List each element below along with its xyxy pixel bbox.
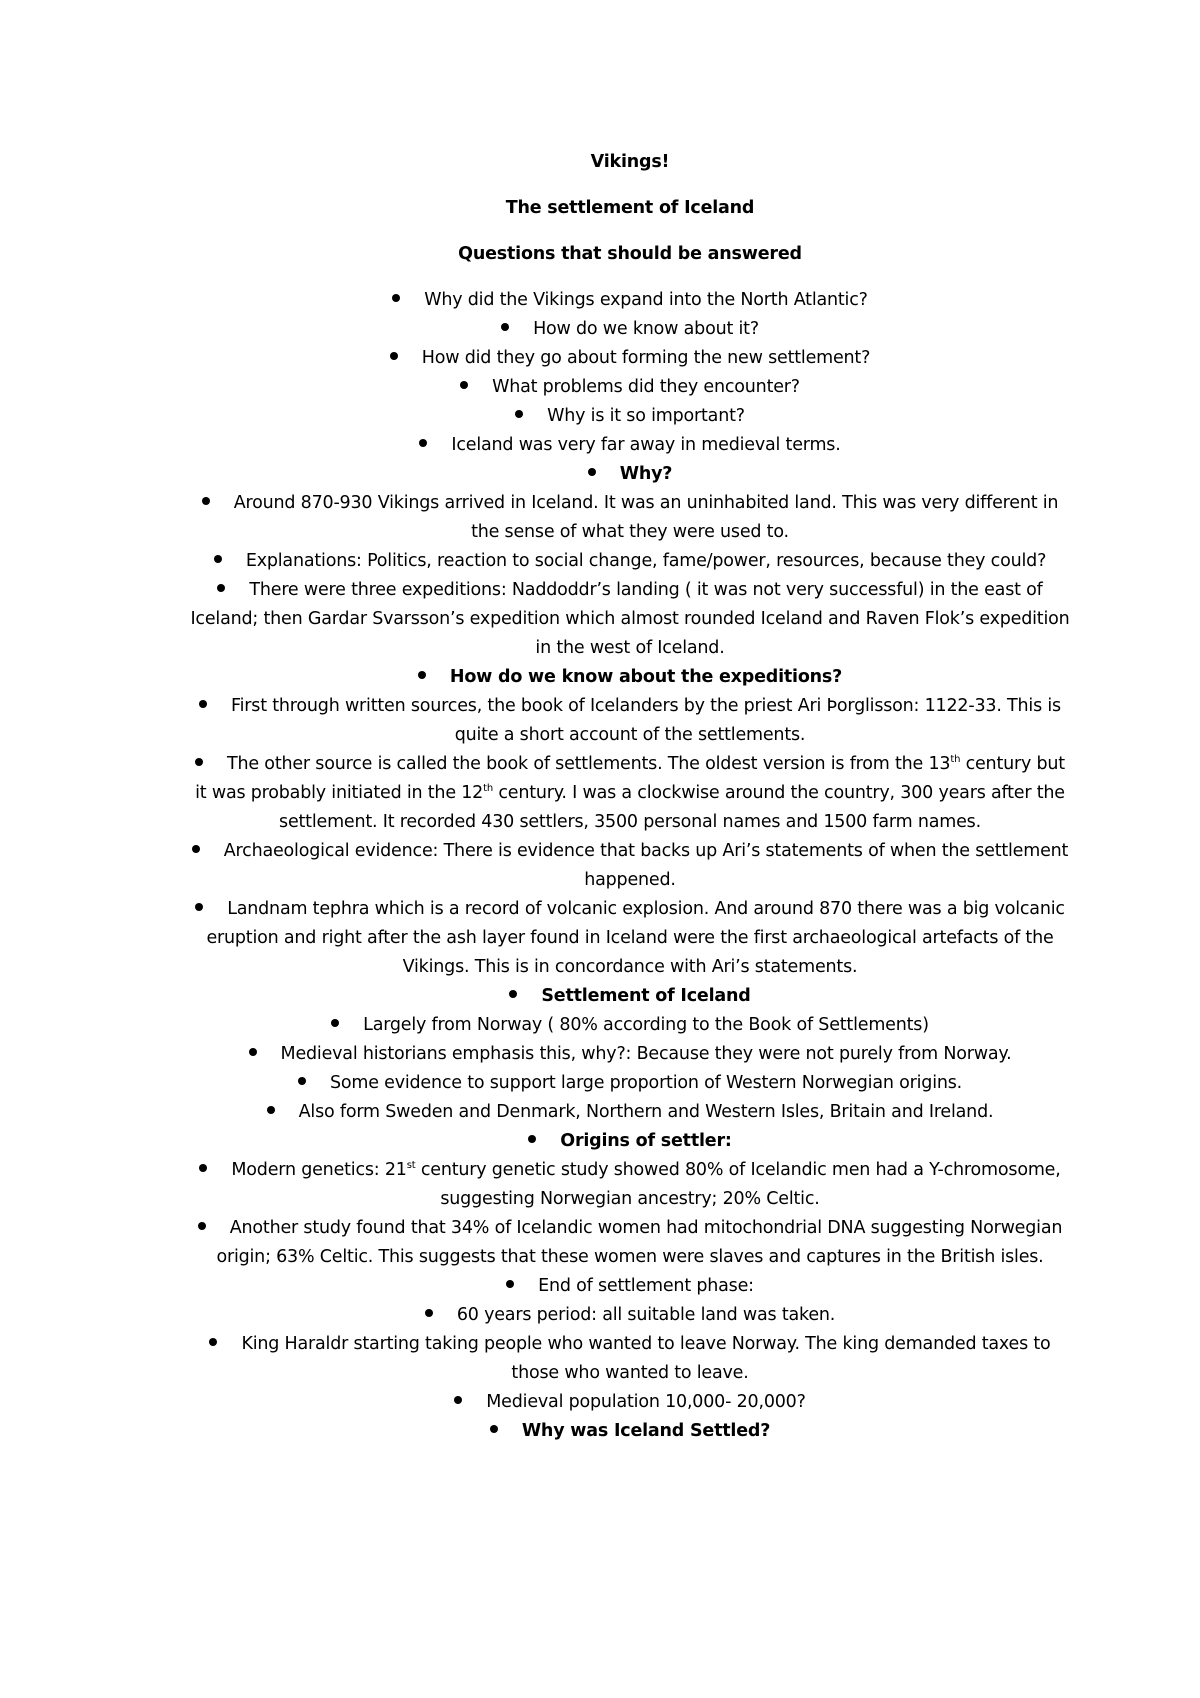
- list-item-text: First through written sources, the book of Icelanders by the priest Ari Þorglisson: 1122-33. This is quite a short account of the settlements.: [231, 696, 1061, 745]
- list-item: [190, 1214, 1070, 1272]
- bullet-list: [190, 286, 1070, 1446]
- bullet-icon: [217, 584, 225, 592]
- bullet-icon: [249, 1048, 257, 1056]
- list-item: [190, 1301, 1070, 1330]
- list-item-text: Iceland was very far away in medieval terms.: [451, 435, 841, 455]
- bullet-icon: [454, 1396, 462, 1404]
- list-item-text: Why did the Vikings expand into the North Atlantic?: [424, 290, 868, 310]
- list-item: [190, 344, 1070, 373]
- bullet-icon: [501, 323, 509, 331]
- bullet-icon: [195, 758, 203, 766]
- list-item: [190, 431, 1070, 460]
- bullet-icon: [460, 381, 468, 389]
- list-item-text: Around 870-930 Vikings arrived in Iceland. It was an uninhabited land. This was very different in the sense of what they were used to.: [233, 493, 1059, 542]
- list-item: [190, 1156, 1070, 1214]
- list-item: [190, 402, 1070, 431]
- bullet-icon: [528, 1135, 536, 1143]
- list-item: [190, 1127, 1070, 1156]
- list-item-text: Medieval historians emphasis this, why?: Because they were not purely from Norway.: [280, 1044, 1012, 1064]
- bullet-icon: [198, 1222, 206, 1230]
- bullet-icon: [202, 497, 210, 505]
- superscript: st: [406, 1160, 416, 1172]
- list-item: [190, 373, 1070, 402]
- list-item-text: How do we know about it?: [533, 319, 759, 339]
- list-item: [190, 1069, 1070, 1098]
- list-item: [190, 1417, 1070, 1446]
- list-item-text: Another study found that 34% of Icelandic women had mitochondrial DNA suggesting Norwegian origin; 63% Celtic. This suggests that these women were slaves and captures in the British isles.: [216, 1218, 1063, 1267]
- list-item: [190, 692, 1070, 750]
- list-item-text: Largely from Norway ( 80% according to the Book of Settlements): [363, 1015, 929, 1035]
- list-item-text: Why is it so important?: [547, 406, 745, 426]
- list-item-heading: Why was Iceland Settled?: [521, 1421, 771, 1441]
- section-heading: Questions that should be answered: [458, 244, 802, 264]
- bullet-icon: [199, 700, 207, 708]
- bullet-icon: [509, 990, 517, 998]
- superscript: th: [483, 783, 493, 795]
- list-item-text: How did they go about forming the new settlement?: [421, 348, 871, 368]
- bullet-icon: [199, 1164, 207, 1172]
- list-item-text: Landnam tephra which is a record of volcanic explosion. And around 870 there was a big volcanic eruption and right after the ash layer found in Iceland were the first archaeological artefacts of the Vikings. This is in concordance with Ari’s statements.: [206, 899, 1065, 977]
- list-item: [190, 982, 1070, 1011]
- list-item: [190, 547, 1070, 576]
- list-item: [190, 1011, 1070, 1040]
- list-item: [190, 286, 1070, 315]
- bullet-icon: [195, 903, 203, 911]
- list-item: [190, 489, 1070, 547]
- list-item-text: End of settlement phase:: [538, 1276, 754, 1296]
- bullet-icon: [267, 1106, 275, 1114]
- bullet-icon: [506, 1280, 514, 1288]
- list-item-text: 60 years period: all suitable land was taken.: [456, 1305, 836, 1325]
- list-item-heading: Settlement of Iceland: [541, 986, 751, 1006]
- bullet-icon: [390, 352, 398, 360]
- list-item-text: There were three expeditions: Naddoddr’s landing ( it was not very successful) in the east of Iceland; then Gardar Svarsson’s expedition which almost rounded Iceland and Raven Flok’s expedition in the west of Iceland.: [190, 580, 1070, 658]
- list-item: [190, 460, 1070, 489]
- list-item-text: Explanations: Politics, reaction to social change, fame/power, resources, because they could?: [245, 551, 1047, 571]
- list-item-text: Archaeological evidence: There is evidence that backs up Ari’s statements of when the settlement happened.: [223, 841, 1069, 890]
- text-run: century genetic study showed 80% of Icelandic men had a Y-chromosome, suggesting Norwegian ancestry; 20% Celtic.: [415, 1160, 1061, 1209]
- bullet-icon: [392, 294, 400, 302]
- list-item: [190, 1330, 1070, 1388]
- bullet-icon: [490, 1425, 498, 1433]
- bullet-icon: [214, 555, 222, 563]
- list-item: [190, 315, 1070, 344]
- bullet-icon: [425, 1309, 433, 1317]
- superscript: th: [950, 754, 961, 766]
- list-item-heading: How do we know about the expeditions?: [449, 667, 843, 687]
- document-subtitle: The settlement of Iceland: [505, 198, 755, 218]
- list-item-heading: Why?: [619, 464, 673, 484]
- text-run: The other source is called the book of settlements. The oldest version is from the 13: [227, 754, 951, 774]
- list-item: [190, 895, 1070, 982]
- list-item: [190, 750, 1070, 837]
- list-item-text: Some evidence to support large proportion of Western Norwegian origins.: [329, 1073, 963, 1093]
- list-item: [190, 837, 1070, 895]
- list-item: [190, 1040, 1070, 1069]
- text-run: century. I was a clockwise around the country, 300 years after the settlement. It recorded 430 settlers, 3500 personal names and 1500 farm names.: [279, 783, 1065, 832]
- list-item-text: Medieval population 10,000- 20,000?: [486, 1392, 806, 1412]
- bullet-icon: [209, 1338, 217, 1346]
- text-run: century but it was probably initiated in the 12: [195, 754, 1065, 803]
- list-item-text: King Haraldr starting taking people who wanted to leave Norway. The king demanded taxes to those who wanted to leave.: [241, 1334, 1051, 1383]
- bullet-icon: [331, 1019, 339, 1027]
- bullet-icon: [192, 845, 200, 853]
- bullet-icon: [419, 439, 427, 447]
- list-item: [190, 576, 1070, 663]
- list-item-heading: Origins of settler:: [560, 1131, 732, 1151]
- document-body: [190, 148, 1070, 1446]
- list-item: [190, 1272, 1070, 1301]
- list-item-text: [195, 754, 1065, 832]
- list-item: [190, 663, 1070, 692]
- list-item-text: [231, 1160, 1060, 1209]
- bullet-icon: [515, 410, 523, 418]
- list-item-text: What problems did they encounter?: [492, 377, 800, 397]
- bullet-icon: [298, 1077, 306, 1085]
- text-run: Modern genetics: 21: [231, 1160, 407, 1180]
- list-item: [190, 1388, 1070, 1417]
- bullet-icon: [418, 671, 426, 679]
- list-item-text: Also form Sweden and Denmark, Northern and Western Isles, Britain and Ireland.: [298, 1102, 994, 1122]
- document-title: Vikings!: [590, 152, 670, 172]
- bullet-icon: [588, 468, 596, 476]
- list-item: [190, 1098, 1070, 1127]
